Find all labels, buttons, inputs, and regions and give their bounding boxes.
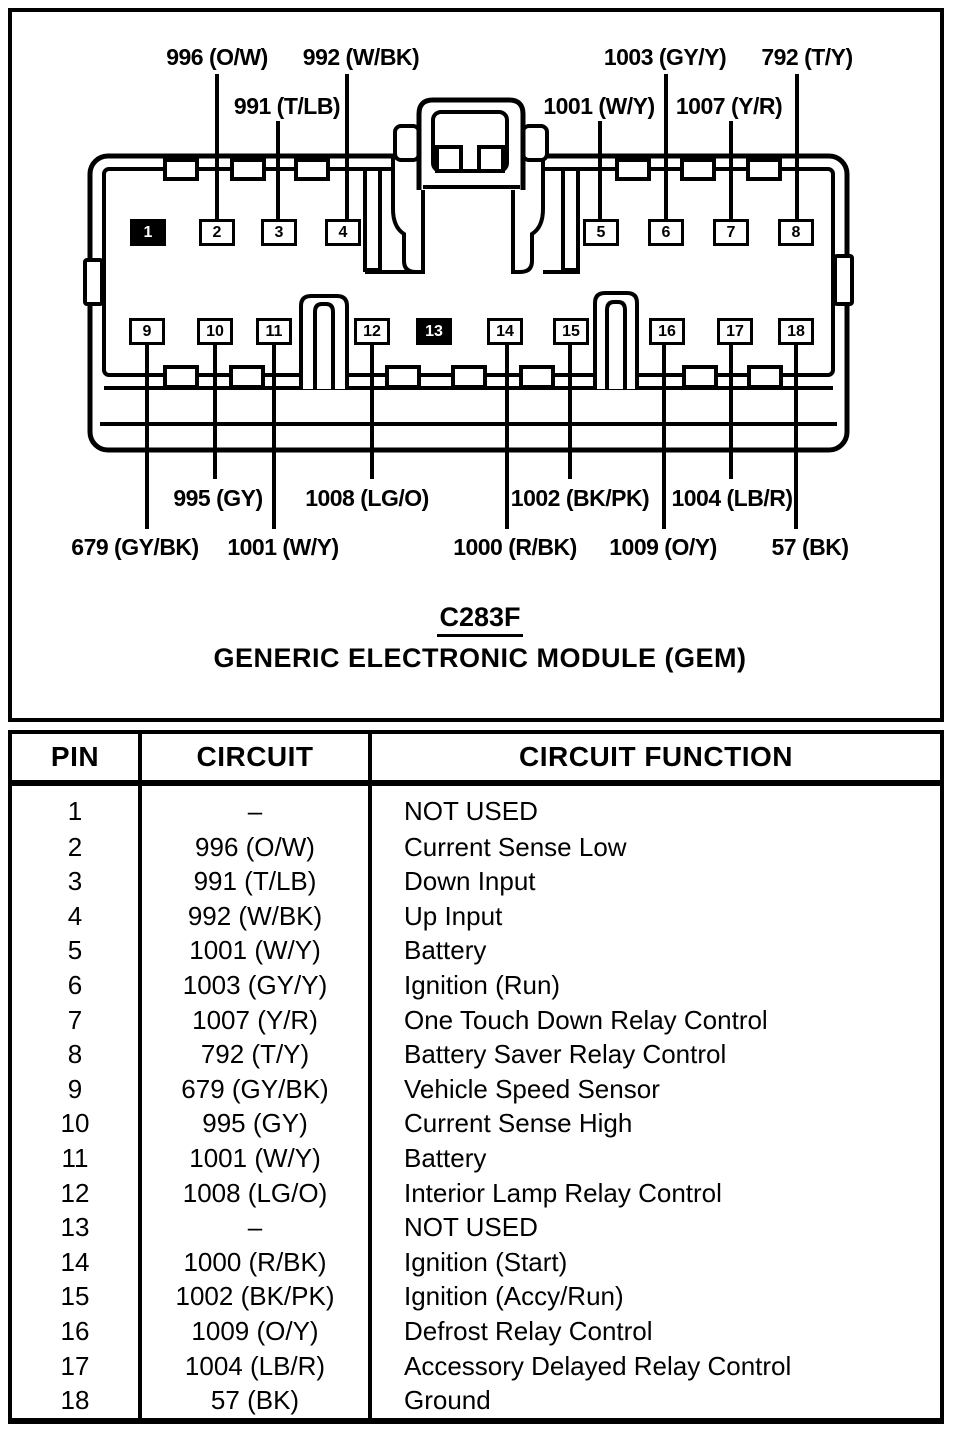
cell-function: Current Sense High (404, 1108, 633, 1139)
wire-label-991: 991 (T/LB) (233, 93, 341, 119)
table-row (12, 1383, 940, 1418)
table-row (12, 1349, 940, 1384)
cell-circuit: 1004 (LB/R) (140, 1349, 370, 1384)
cell-pin: 3 (12, 864, 140, 899)
cell-circuit: 1001 (W/Y) (140, 1141, 370, 1176)
pin-14: 14 (487, 318, 523, 345)
cell-function: NOT USED (404, 796, 538, 827)
cell-circuit: 1001 (W/Y) (140, 934, 370, 969)
cell-circuit: 1000 (R/BK) (140, 1245, 370, 1280)
cell-circuit: 1002 (BK/PK) (140, 1280, 370, 1315)
cell-function: One Touch Down Relay Control (404, 1004, 768, 1035)
cell-function: Ignition (Run) (404, 970, 561, 1001)
cell-pin: 11 (12, 1141, 140, 1176)
header-pin: PIN (12, 734, 140, 783)
cell-circuit: 1009 (O/Y) (140, 1314, 370, 1349)
cell-function: Current Sense Low (404, 831, 627, 862)
pinout-table (12, 734, 940, 1418)
wire-label-995: 995 (GY) (173, 485, 263, 511)
pin-8: 8 (778, 219, 814, 246)
connector-name-title: GENERIC ELECTRONIC MODULE (GEM) (213, 643, 747, 673)
cell-function: Vehicle Speed Sensor (404, 1073, 660, 1104)
cell-pin: 5 (12, 934, 140, 969)
cell-function: Ignition (Start) (404, 1246, 568, 1277)
cell-function: Ground (404, 1385, 491, 1416)
cell-circuit: 996 (O/W) (140, 830, 370, 865)
cell-pin: 16 (12, 1314, 140, 1349)
table-header-row (12, 734, 940, 783)
wire-label-1000: 1000 (R/BK) (453, 534, 577, 560)
wire-label-1004: 1004 (LB/R) (671, 485, 793, 511)
wire-label-1001-bottom: 1001 (W/Y) (227, 534, 339, 560)
header-circuit-function: CIRCUIT FUNCTION (370, 734, 940, 783)
cell-circuit: 792 (T/Y) (140, 1037, 370, 1072)
pin-11: 11 (256, 318, 292, 345)
wire-label-1001-top: 1001 (W/Y) (543, 93, 655, 119)
pin-1: 1 (130, 219, 166, 246)
cell-circuit: – (140, 1210, 370, 1245)
cell-pin: 8 (12, 1037, 140, 1072)
pin-17: 17 (717, 318, 753, 345)
table-row (12, 1210, 940, 1245)
cell-circuit: 57 (BK) (140, 1383, 370, 1418)
cell-pin: 2 (12, 830, 140, 865)
wire-label-57: 57 (BK) (771, 534, 849, 560)
pin-13: 13 (416, 318, 452, 345)
cell-pin: 18 (12, 1383, 140, 1418)
housing-bottom-notches (165, 367, 781, 387)
table-row (12, 1314, 940, 1349)
cell-function: Accessory Delayed Relay Control (404, 1350, 792, 1381)
table-row (12, 1176, 940, 1211)
cell-function: Defrost Relay Control (404, 1315, 653, 1346)
cell-circuit: 1007 (Y/R) (140, 1003, 370, 1038)
wire-label-1002: 1002 (BK/PK) (510, 485, 650, 511)
table-row (12, 1280, 940, 1315)
table-row (12, 1141, 940, 1176)
cell-circuit: 1008 (LG/O) (140, 1176, 370, 1211)
table-row (12, 934, 940, 969)
cell-function: Up Input (404, 900, 503, 931)
cell-circuit: 995 (GY) (140, 1107, 370, 1142)
cell-pin: 7 (12, 1003, 140, 1038)
cell-circuit: 679 (GY/BK) (140, 1072, 370, 1107)
table-row (12, 1245, 940, 1280)
pin-18: 18 (778, 318, 814, 345)
cell-pin: 10 (12, 1107, 140, 1142)
cell-function: Down Input (404, 866, 536, 897)
connector-housing (90, 156, 847, 450)
cell-pin: 6 (12, 968, 140, 1003)
wire-label-1009: 1009 (O/Y) (609, 534, 717, 560)
table-row (12, 1107, 940, 1142)
wire-label-792: 792 (T/Y) (761, 44, 853, 70)
pin-16: 16 (649, 318, 685, 345)
pin-10: 10 (197, 318, 233, 345)
pin-9: 9 (129, 318, 165, 345)
cell-pin: 9 (12, 1072, 140, 1107)
cell-pin: 15 (12, 1280, 140, 1315)
cell-circuit: – (140, 783, 370, 830)
pin-6: 6 (648, 219, 684, 246)
pin-15: 15 (553, 318, 589, 345)
table-row (12, 1037, 940, 1072)
cell-pin: 4 (12, 899, 140, 934)
table-row (12, 783, 940, 830)
cell-pin: 17 (12, 1349, 140, 1384)
wire-label-992: 992 (W/BK) (302, 44, 420, 70)
cell-function: Interior Lamp Relay Control (404, 1177, 722, 1208)
cell-circuit: 1003 (GY/Y) (140, 968, 370, 1003)
pin-4: 4 (325, 219, 361, 246)
pin-12: 12 (354, 318, 390, 345)
pin-3: 3 (261, 219, 297, 246)
cell-pin: 1 (12, 783, 140, 830)
connector-code-text: C283F (437, 602, 522, 637)
wire-label-679: 679 (GY/BK) (71, 534, 199, 560)
pin-2: 2 (199, 219, 235, 246)
cell-function: Battery (404, 1143, 487, 1173)
table-row (12, 1003, 940, 1038)
housing-side-tabs (85, 256, 852, 304)
header-circuit: CIRCUIT (140, 734, 370, 783)
table-row (12, 968, 940, 1003)
cell-pin: 14 (12, 1245, 140, 1280)
pinout-table-panel (8, 730, 944, 1424)
cell-circuit: 992 (W/BK) (140, 899, 370, 934)
cell-pin: 13 (12, 1210, 140, 1245)
cell-function: NOT USED (404, 1212, 538, 1243)
table-row (12, 1072, 940, 1107)
center-latch (393, 100, 547, 272)
pin-5: 5 (583, 219, 619, 246)
cell-pin: 12 (12, 1176, 140, 1211)
connector-code-title (0, 602, 960, 637)
table-row (12, 864, 940, 899)
wire-label-996: 996 (O/W) (166, 44, 268, 70)
wire-label-1008: 1008 (LG/O) (305, 485, 429, 511)
cell-circuit: 991 (T/LB) (140, 864, 370, 899)
wire-label-1007: 1007 (Y/R) (675, 93, 783, 119)
cell-function: Battery Saver Relay Control (404, 1039, 727, 1070)
pin-7: 7 (713, 219, 749, 246)
wire-label-1003: 1003 (GY/Y) (603, 44, 727, 70)
table-row (12, 830, 940, 865)
cell-function: Ignition (Accy/Run) (404, 1281, 624, 1312)
cell-function: Battery (404, 935, 487, 966)
table-row (12, 899, 940, 934)
